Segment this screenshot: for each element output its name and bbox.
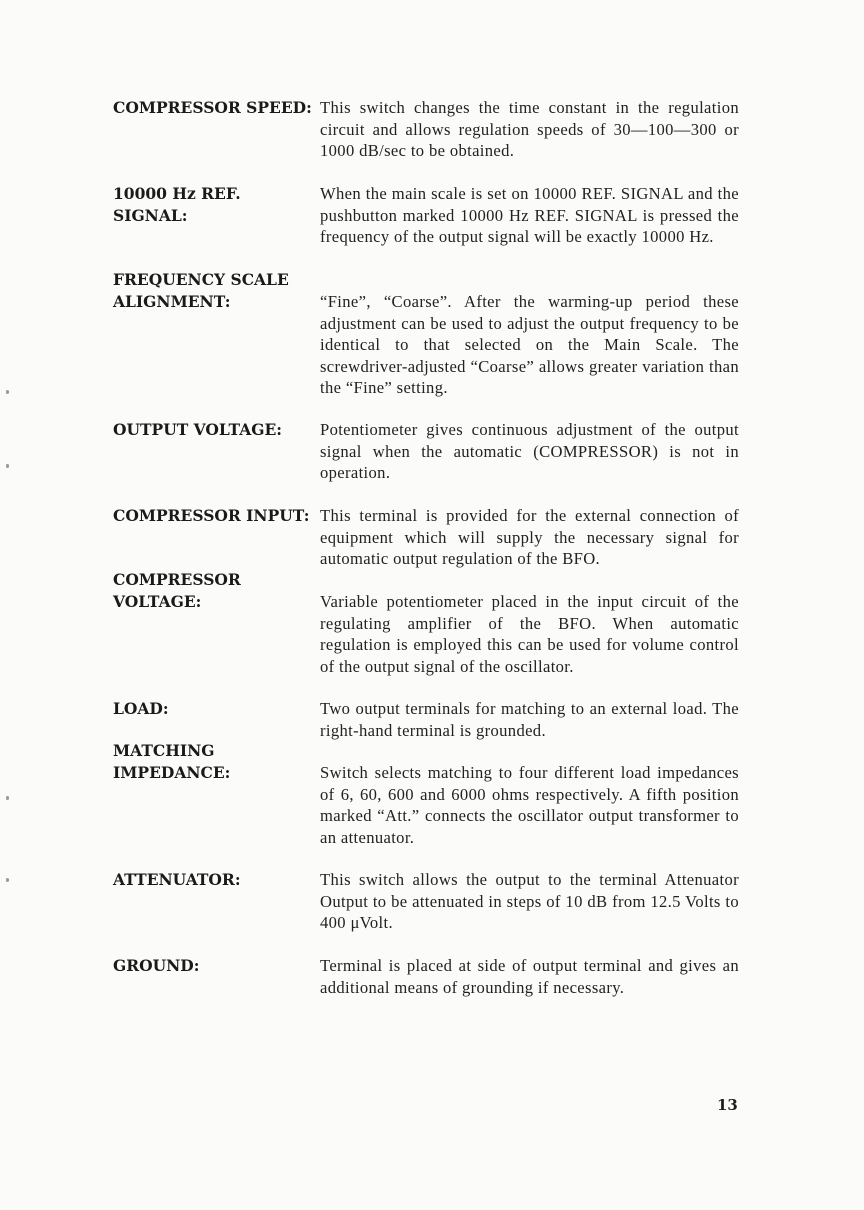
entry-description: When the main scale is set on 10000 REF. SIGNAL and the pushbutton marked 10000 Hz REF. SIGNAL is pressed the frequency of the output signal will be exactly 10000 Hz. [320, 184, 739, 246]
entry-description: This switch changes the time constant in the regulation circuit and allows regulation speeds of 30—100—300 or 1000 dB/sec to be obtained. [320, 98, 739, 160]
entry-term: FREQUENCY SCALE ALIGNMENT: [113, 270, 289, 311]
scan-speck [6, 464, 9, 468]
entry-description: Variable potentiometer placed in the input circuit of the regulating amplifier of the BFO. When automatic regulation is employed this can be used for volume control of the output signal of the oscillator. [320, 592, 739, 676]
entry-term: 10000 Hz REF. SIGNAL: [113, 184, 241, 225]
entry-term: ATTENUATOR: [113, 870, 241, 889]
scan-speck [6, 796, 9, 800]
entry-description: Terminal is placed at side of output terminal and gives an additional means of grounding if necessary. [320, 956, 739, 997]
entry-description: Switch selects matching to four different load impedances of 6, 60, 600 and 6000 ohms respectively. A fifth position marked “Att.” connects the oscillator output transformer to an attenuator. [320, 763, 739, 847]
entry-term: MATCHING IMPEDANCE: [113, 741, 231, 782]
page-number: 13 [717, 1096, 738, 1114]
entry-term: COMPRESSOR VOLTAGE: [113, 570, 241, 611]
entry-description: Two output terminals for matching to an external load. The right-hand terminal is grounded. [320, 699, 739, 740]
entry-term: COMPRESSOR INPUT: [113, 506, 310, 525]
scan-speck [6, 878, 9, 882]
entry-term: COMPRESSOR SPEED: [113, 98, 312, 117]
entry-term: GROUND: [113, 956, 200, 975]
entry-term: LOAD: [113, 699, 169, 718]
scan-speck [6, 390, 9, 394]
entry-term: OUTPUT VOLTAGE: [113, 420, 283, 439]
entry-description: Potentiometer gives continuous adjustment of the output signal when the automatic (COMPRESSOR) is not in operation. [320, 420, 739, 482]
entry-description: “Fine”, “Coarse”. After the warming-up period these adjustment can be used to adjust the output frequency to be identical to that selected on the Main Scale. The screwdriver-adjusted “Coarse” allows greater variation than the “Fine” setting. [320, 292, 739, 397]
entry-description: This terminal is provided for the external connection of equipment which will supply the necessary signal for automatic output regulation of the BFO. [320, 506, 739, 568]
entry-description: This switch allows the output to the terminal Attenuator Output to be attenuated in steps of 10 dB from 12.5 Volts to 400 μVolt. [320, 870, 739, 932]
